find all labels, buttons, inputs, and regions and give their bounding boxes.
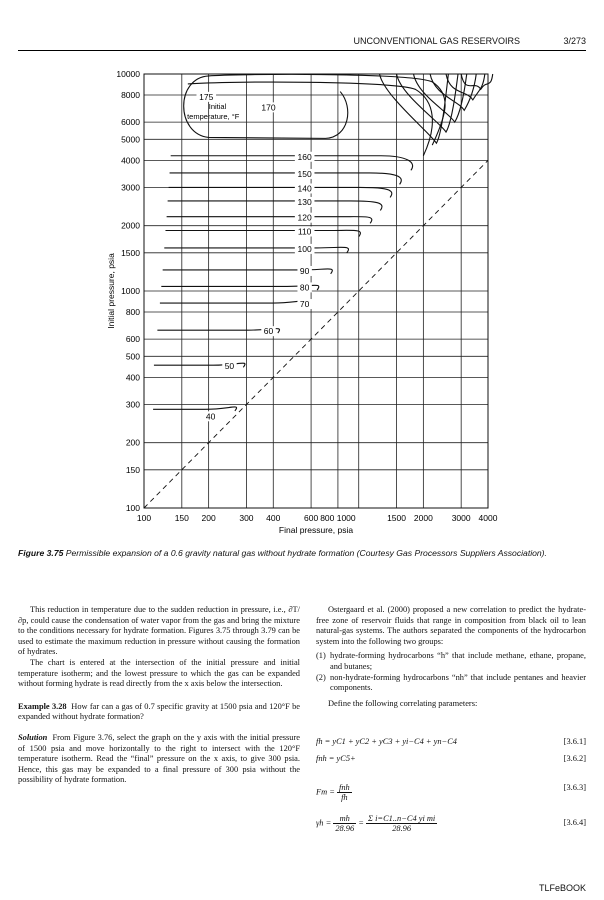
isotherm-label: 120: [297, 212, 312, 223]
x-tick-label: 1500: [387, 513, 406, 523]
x-tick-label: 200: [201, 513, 216, 523]
x-tick-label: 4000: [478, 513, 498, 523]
fraction: $\frac{mh}{28.96}$: [335, 814, 355, 833]
isotherm-label: 70: [299, 299, 310, 310]
header-rule: [18, 50, 586, 51]
solution-block: [18, 733, 300, 786]
y-tick-label: 150: [125, 464, 140, 475]
solution-label: Solution: [18, 732, 48, 742]
x-tick-label: 300: [239, 513, 254, 523]
y-tick-label: 400: [125, 372, 140, 383]
y-tick-label: 600: [125, 334, 140, 345]
x-axis-label: Final pressure, psia: [278, 525, 354, 535]
example-block: [18, 702, 300, 723]
left-paragraph-2: The chart is entered at the intersection of the initial pressure and initial temperature isotherm; and the lowest pressure to which the gas can be expanded without forming hydrate is read directly from the x axis below the intersection.: [18, 657, 300, 689]
equation-3-6-3: Fm = $\frac{\text{fnh}}{fh}$ [3.6.3]: [316, 783, 586, 802]
isotherm-curve: [169, 187, 392, 197]
isotherm-label: 150: [297, 168, 312, 179]
y-tick-label: 5000: [121, 134, 140, 145]
isotherm-curve: [171, 156, 413, 171]
y-tick-label: 3000: [121, 182, 140, 193]
isotherm-label: 130: [297, 196, 312, 207]
y-tick-label: 8000: [121, 90, 140, 101]
isotherm-curve: [168, 201, 382, 211]
example-text: How far can a gas of 0.7 specific gravity at 1500 psia and 120°F be expanded without hydrate formation?: [18, 701, 300, 722]
isotherm-curve: [161, 285, 318, 290]
isotherm-label: 40: [205, 411, 216, 422]
group-list: [316, 651, 586, 693]
isotherm-curve: [153, 407, 236, 411]
x-tick-label: 3000: [451, 513, 471, 523]
page-number: 3/273: [563, 36, 586, 46]
hydrate-expansion-chart: [0, 56, 604, 546]
list-item: (2) non-hydrate-forming hydrocarbons “nh” that include pentanes and heavier components.: [316, 672, 586, 693]
y-tick-label: 10000: [116, 69, 140, 79]
isotherm-label: 140: [297, 183, 312, 194]
x-tick-label: 2000: [413, 513, 433, 523]
equal-pressure-line: [144, 160, 488, 508]
y-tick-label: 300: [125, 399, 140, 410]
figure-caption-text: Permissible expansion of a 0.6 gravity natural gas without hydrate formation (Courtesy Gas Processors Suppliers Association).: [65, 548, 547, 558]
isotherm-label: 160: [297, 151, 312, 162]
isotherm-label: 170: [261, 102, 276, 113]
equation-3-6-2: fnh = yC5+ [3.6.2]: [316, 754, 586, 763]
y-tick-label: 200: [125, 437, 140, 448]
fraction: $\frac{\text{Σ i=C1..n−C4 yi mi}}{28.96}$: [368, 814, 436, 833]
figure-label: Figure 3.75: [18, 548, 64, 558]
isotherm-label: 110: [297, 226, 312, 237]
list-item: (1) hydrate-forming hydrocarbons “h” that include methane, ethane, propane, and butanes;: [316, 651, 586, 671]
isotherm-label: 50: [224, 361, 235, 372]
legend-line-2: temperature, °F: [187, 112, 240, 122]
y-tick-label: 800: [125, 307, 140, 318]
isotherm-label: 100: [297, 243, 312, 254]
fraction: $\frac{\text{fnh}}{fh}$: [339, 783, 350, 802]
y-axis-label: Initial pressure, psia: [106, 253, 116, 329]
right-column: [316, 605, 586, 709]
x-tick-label: 100: [136, 513, 152, 523]
example-label: Example 3.28: [18, 701, 67, 711]
equation-3-6-4: γh = $\frac{mh}{28.96}$ = $\frac{\text{Σ i=C1..n−C4 yi mi}}{28.96}$ [3.6.4]: [316, 814, 586, 833]
running-title: UNCONVENTIONAL GAS RESERVOIRS: [353, 36, 520, 46]
y-tick-label: 4000: [121, 155, 140, 166]
x-tick-label: 150: [174, 513, 189, 523]
y-tick-label: 1500: [121, 247, 140, 258]
y-tick-label: 2000: [121, 220, 140, 231]
isotherm-curve: [170, 173, 402, 184]
right-paragraph-1: Ostergaard et al. (2000) proposed a new correlation to predict the hydrate-free zone of reservoir fluids that range in composition from black oil to lean natural-gas systems. The authors separated the components of the hydrocarbon system into the following two groups:: [316, 605, 586, 646]
y-tick-label: 6000: [121, 117, 140, 128]
figure-caption: [18, 548, 578, 559]
isotherm-label: 175: [199, 91, 214, 102]
x-tick-label: 800 1000: [320, 513, 356, 523]
isotherm-label: 80: [299, 282, 310, 293]
footer-text: TLFeBOOK: [538, 883, 586, 893]
legend-line-1: Initial: [208, 101, 227, 111]
y-tick-label: 100: [125, 503, 140, 513]
running-header: [0, 36, 604, 50]
isotherm-curve: [165, 230, 360, 236]
left-paragraph-1: This reduction in temperature due to the sudden reduction in pressure, i.e., ∂T/∂p, could cause the condensation of water vapor from the gas and bring the mixture to the conditions necessary for hydrate formation. Figures 3.75 through 3.79 can be used to estimate the maximum reduction in pressure without causing the formation of hydrates.: [18, 605, 300, 657]
x-tick-label: 600: [303, 513, 319, 523]
right-paragraph-2: Define the following correlating parameters:: [328, 698, 478, 708]
isotherm-curve: [164, 247, 348, 252]
isotherm-curve: [167, 217, 372, 224]
isotherm-curve: [157, 329, 279, 334]
left-column: [18, 605, 300, 786]
equation-3-6-1: fh = yC1 + yC2 + yC3 + yi−C4 + yn−C4 [3.6.1]: [316, 737, 586, 746]
x-tick-label: 400: [266, 513, 281, 523]
y-tick-label: 500: [125, 351, 140, 362]
high-temp-isotherm: [414, 74, 467, 122]
y-tick-label: 1000: [121, 286, 140, 296]
isotherm-label: 60: [263, 326, 274, 337]
solution-text: From Figure 3.76, select the graph on the y axis with the initial pressure of 1500 psia and move horizontally to the right to intersect with the 120°F temperature isotherm. Read the “final” pressure on the x axis, to give 300 psia. Hence, this gas may be expanded to a final pressure of 300 psia without the possibility of hydrate formation.: [18, 732, 300, 785]
isotherm-label: 90: [299, 265, 310, 276]
isotherm-curve: [209, 74, 445, 145]
